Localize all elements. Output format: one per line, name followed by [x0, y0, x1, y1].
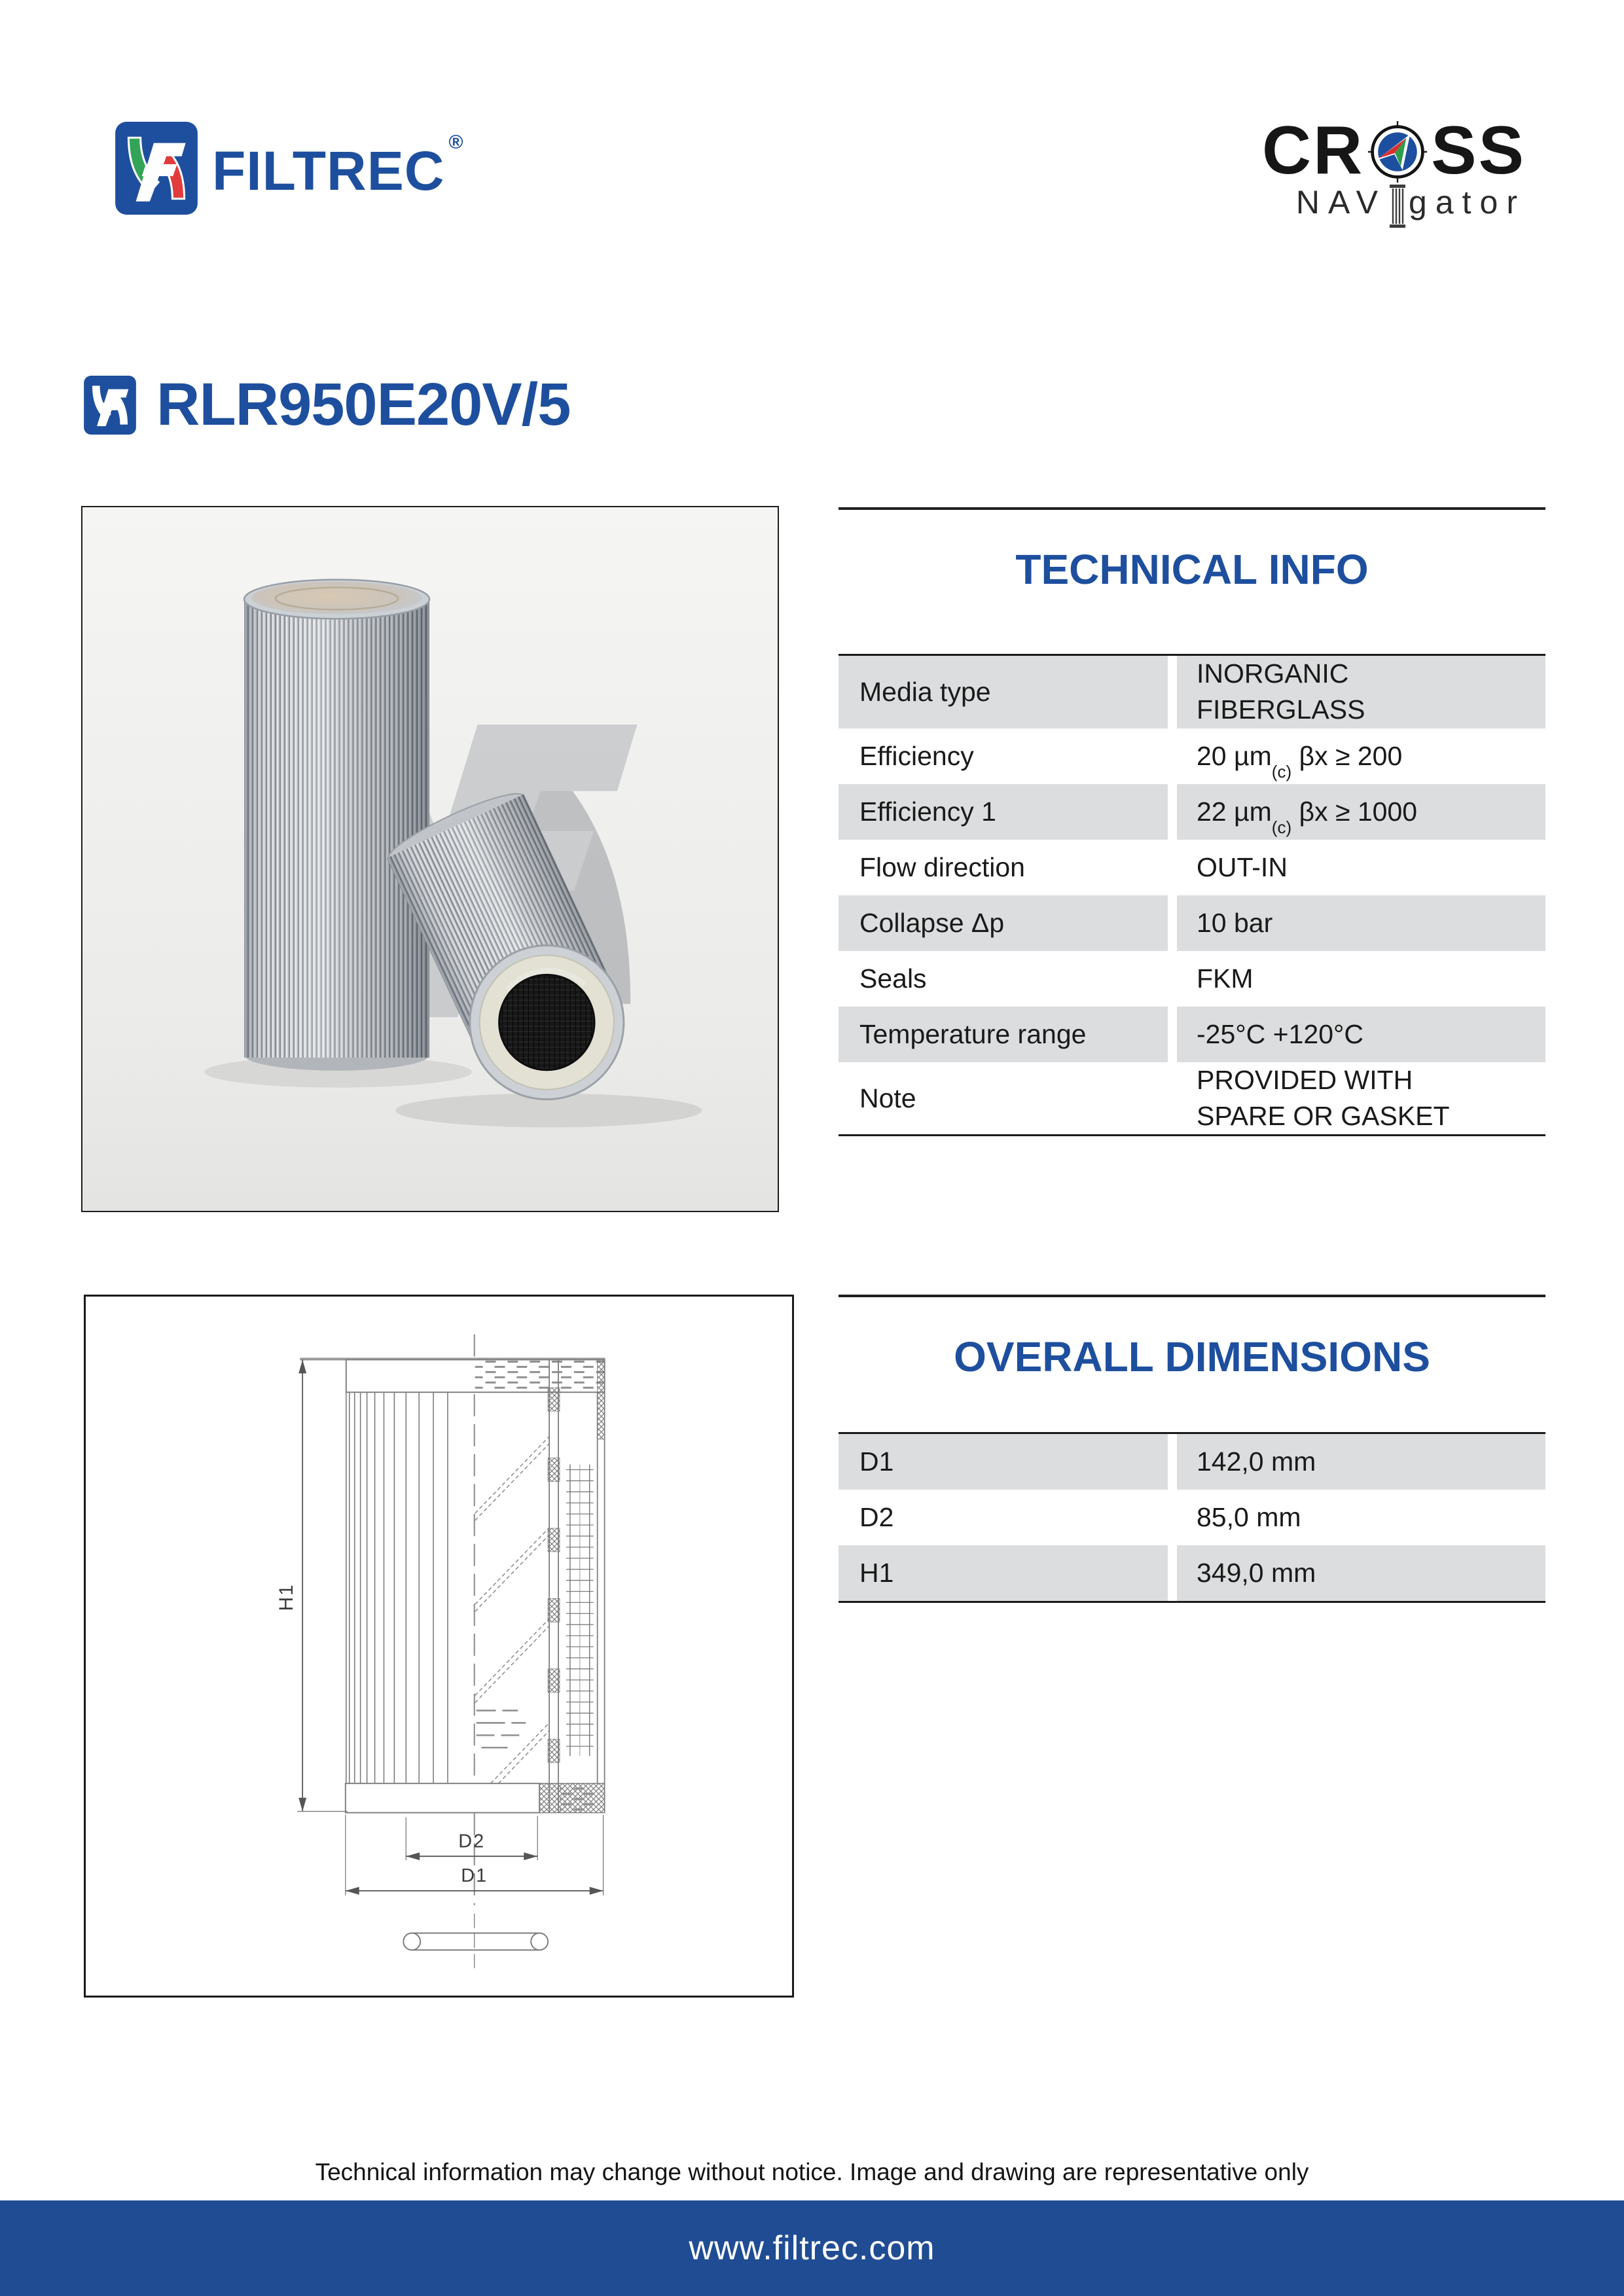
overall-dimensions-title: OVERALL DIMENSIONS	[954, 1333, 1430, 1380]
row-value: 349,0 mm	[1177, 1545, 1545, 1601]
cross-wordmark	[1218, 113, 1526, 188]
nav-text: NAV	[1295, 184, 1387, 221]
table-row	[839, 656, 1545, 728]
row-value: OUT-IN	[1197, 852, 1288, 882]
row-value: FKM	[1197, 963, 1254, 994]
technical-drawing	[86, 1297, 792, 1996]
column-icon	[1388, 185, 1407, 228]
row-value: 22 µm$_{(c)}$ βx ≥ 1000	[1177, 784, 1545, 840]
row-value: INORGANIC FIBERGLASS	[1177, 656, 1545, 728]
row-value: 20 µm$_{(c)}$ βx ≥ 200	[1197, 740, 1403, 781]
dim-label-h1: H1	[276, 1583, 298, 1611]
technical-info-title: TECHNICAL INFO	[1015, 546, 1369, 593]
registered-mark: ®	[448, 131, 464, 153]
filtrec-logo-icon	[115, 122, 198, 215]
cross-part2: SS	[1431, 113, 1526, 188]
row-label: Collapse Δp	[839, 895, 1168, 951]
overall-dimensions-table	[839, 1432, 1545, 1603]
technical-drawing-box	[84, 1295, 794, 1998]
technical-info-table	[839, 654, 1545, 1136]
row-label: Seals	[859, 963, 927, 994]
overall-dimensions-section	[839, 1295, 1545, 1603]
standing-filter	[244, 580, 429, 1071]
disclaimer-text: Technical information may change without notice. Image and drawing are representative only	[315, 2159, 1309, 2185]
product-logo-icon	[83, 376, 137, 435]
technical-info-section	[839, 507, 1545, 1136]
row-label: H1	[839, 1545, 1168, 1601]
row-label: Flow direction	[859, 852, 1025, 882]
row-value: 85,0 mm	[1197, 1501, 1301, 1532]
product-code: RLR950E20V/5	[156, 371, 571, 438]
gator-text: gator	[1409, 184, 1526, 221]
product-photo	[82, 507, 778, 1211]
compass-icon	[1366, 120, 1429, 183]
filtrec-wordmark: FILTREC ®	[212, 131, 464, 202]
section-rule	[839, 507, 1545, 510]
filtrec-logo	[115, 122, 464, 215]
table-row	[839, 840, 1545, 895]
table-row	[839, 728, 1545, 784]
row-label: D2	[859, 1502, 894, 1532]
website-link[interactable]: www.filtrec.com	[689, 2229, 935, 2267]
product-title	[83, 370, 570, 439]
dim-label-d1: D1	[461, 1865, 488, 1886]
row-label: Note	[859, 1083, 916, 1113]
table-row	[839, 1490, 1545, 1545]
row-label: Media type	[839, 656, 1168, 728]
table-row	[839, 1007, 1545, 1062]
row-label: Efficiency	[859, 740, 974, 771]
row-label: Efficiency 1	[839, 784, 1168, 840]
footer-bar	[0, 2200, 1624, 2296]
product-photo-box	[81, 506, 779, 1212]
row-value: 142,0 mm	[1177, 1434, 1545, 1490]
row-value: -25°C +120°C	[1177, 1007, 1545, 1062]
table-row	[839, 1062, 1545, 1135]
table-row	[839, 895, 1545, 951]
table-row	[839, 784, 1545, 840]
row-value: PROVIDED WITH SPARE OR GASKET	[1197, 1064, 1450, 1132]
table-row	[839, 951, 1545, 1007]
dim-label-d2: D2	[458, 1831, 486, 1852]
row-value: 10 bar	[1177, 895, 1545, 951]
row-label: D1	[839, 1434, 1168, 1490]
row-label: Temperature range	[839, 1007, 1168, 1062]
section-rule	[839, 1295, 1545, 1297]
table-row	[839, 1434, 1545, 1490]
cross-navigator-logo	[1218, 113, 1526, 224]
cross-part1: CR	[1262, 113, 1365, 188]
table-row	[839, 1545, 1545, 1601]
